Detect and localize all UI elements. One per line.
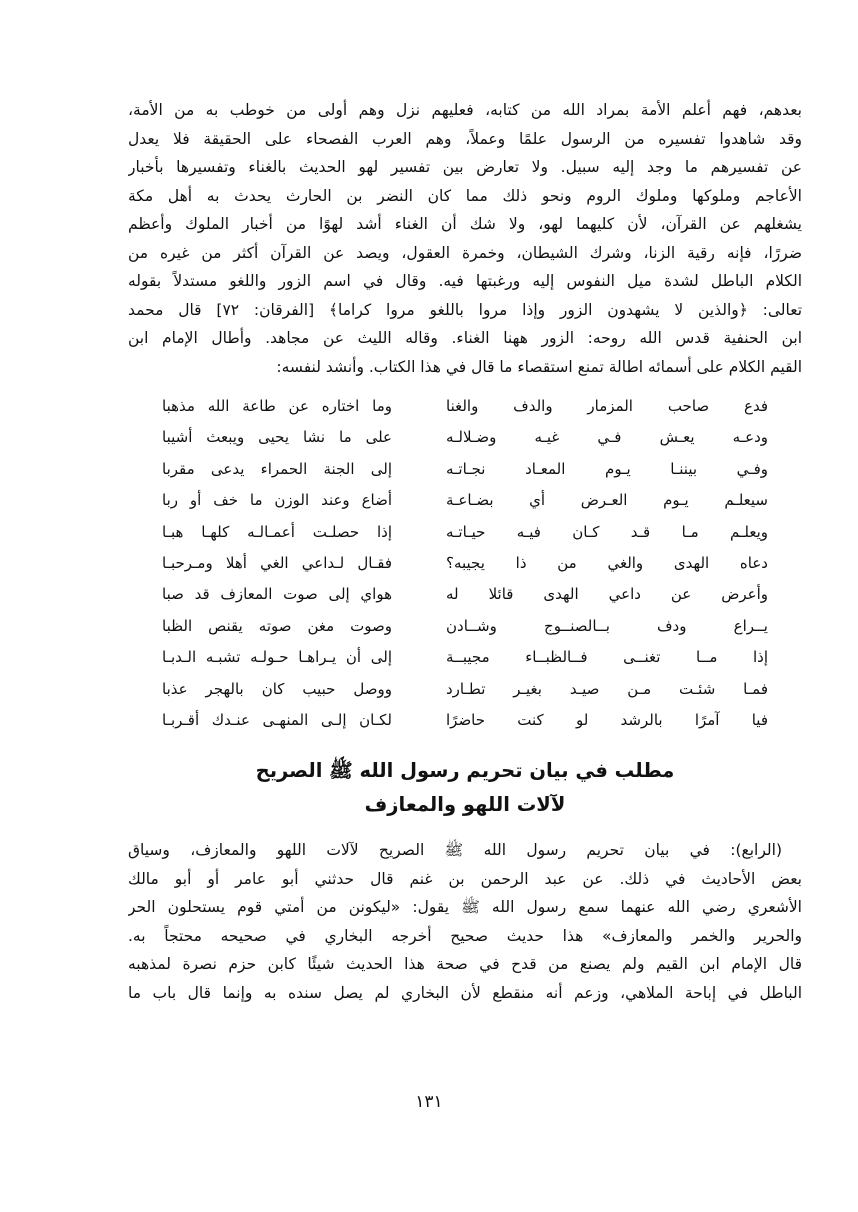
hemistich-second: ووصل حبيب كان بالهجر عذبا <box>162 679 392 698</box>
hemistich-first: فمـا شئـت مـن صيـد بغيـر تطـارد <box>446 679 768 698</box>
hemistich-first: إذا مــا تغنــى فــالظبــاء مجيبــة <box>446 648 768 667</box>
text-line: تعالى: ﴿والذين لا يشهدون الزور وإذا مروا باللغو مروا كراما﴾ [الفرقان: ٧٢] قال محمد <box>128 300 802 319</box>
hemistich-second: هواي إلى صوت المعازف قد صبا <box>162 585 392 604</box>
heading-line-2: لآلات اللهو والمعازف <box>364 793 566 817</box>
text-line: (الرابع): في بيان تحريم رسول الله ﷺ الصريح لآلات اللهو والمعازف، وسياق <box>128 841 782 860</box>
book-page <box>128 96 802 1007</box>
hemistich-second: على ما نشا يحيى ويبعث أشيبا <box>162 428 392 447</box>
hemistich-first: دعاه الهدى والغي من ذا يجيبه؟ <box>446 553 768 572</box>
paragraph-fourth <box>128 836 802 950</box>
hemistich-second: وصوت مغن صوته يقنص الظبا <box>162 616 392 635</box>
hemistich-second: فقـال لـداعي الغي أهلا ومـرحبـا <box>162 553 392 572</box>
hemistich-first: ودعـه يعـش فـي غيـه وضـلالـه <box>446 428 768 447</box>
poem-verse <box>128 517 802 548</box>
text-line: والحرير والخمر والمعازف» هذا حديث صحيح أخرجه البخاري في صحيحه محتجاً به. <box>128 926 802 945</box>
poem-verse <box>128 454 802 485</box>
hemistich-second: أضاع وعند الوزن ما خف أو ربا <box>162 491 392 510</box>
poem-verse <box>128 391 802 422</box>
text-line: القيم الكلام على أسمائه اطالة تمنع استقصاء ما قال في هذا الكتاب. وأنشد لنفسه: <box>276 357 802 376</box>
poem <box>128 391 802 736</box>
text-line: ابن الحنفية قدس الله روحه: الزور ههنا الغناء. وقاله الليث عن مجاهد. وأطال الإمام ابن <box>128 329 802 347</box>
poem-verse <box>128 642 802 673</box>
poem-verse <box>128 674 802 705</box>
text-line: بعض الأحاديث في ذلك. عن عبد الرحمن بن غنم قال حدثني أبو عامر أو أبو مالك <box>128 869 802 888</box>
text-line: الباطل في إباحة الملاهي، وزعم أنه منقطع لأن البخاري لم يصل سنده به وإنما قال باب ما <box>128 983 802 1002</box>
hemistich-first: فدع صاحب المزمار والدف والغنا <box>446 397 768 415</box>
hemistich-first: يــراع ودف بــالصنــوج وشــادن <box>446 616 768 635</box>
hemistich-first: وأعرض عن داعي الهدى قائلا له <box>446 585 768 604</box>
text-line: ضررًا، فإنه رقية الزنا، وشرك الشيطان، وخمرة العقول، ويصد عن القرآن أكثر من غيره من <box>128 243 802 262</box>
text-line: يشغلهم عن القرآن، لأن كليهما لهو، ولا شك أن الغناء أشد لهوًا من أخبار الملوك وأعظم <box>128 215 802 233</box>
poem-verse <box>128 548 802 579</box>
hemistich-second: لكـان إلـى المنهـى عنـدك أقـربـا <box>162 710 392 729</box>
hemistich-second: إلى الجنة الحمراء يدعى مقربا <box>162 459 392 478</box>
text-line: الأعاجم وملوكها وملوك الروم ونحو ذلك مما كان النضر بن الحارث يحدث به أهل مكة <box>128 186 802 205</box>
paragraph-intro <box>128 96 802 381</box>
paragraph-ibn-qayyim <box>128 950 802 1007</box>
text-line: قال الإمام ابن القيم ولم يصنع من قدح في صحة هذا الحديث شيئًا كابن حزم نصرة لمذهبه <box>128 955 802 974</box>
poem-verse <box>128 705 802 736</box>
heading-line-1: مطلب في بيان تحريم رسول الله ﷺ الصريح <box>255 759 675 783</box>
hemistich-second: إذا حصلـت أعمـالـه كلهـا هبـا <box>162 522 392 541</box>
text-line: وقد شاهدوا تفسيره من الرسول علمًا وعملاً، وهم العرب الفصحاء على الحقيقة فلا يعدل <box>128 129 802 148</box>
hemistich-first: وفـي بيننـا يـوم المعـاد نجـاتـه <box>446 459 768 478</box>
hemistich-first: ويعلـم مـا قـد كـان فيـه حيـاتـه <box>446 522 768 541</box>
text-line: بعدهم، فهم أعلم الأمة بمراد الله من كتابه، فعليهم نزل وهم أولى من خوطب به من الأمة، <box>128 101 802 119</box>
poem-verse <box>128 579 802 610</box>
poem-verse <box>128 485 802 516</box>
text-line: الأشعري رضي الله عنهما سمع رسول الله ﷺ يقول: «ليكونن من أمتي قوم يستحلون الحر <box>128 898 802 917</box>
poem-verse <box>128 422 802 453</box>
text-line: عن تفسيرهم ما وجد إليه سبيل. ولا تعارض بين تفسير لهو الحديث بالغناء وتفسيرها بأخبار <box>128 158 802 176</box>
page-number: ١٣١ <box>415 1092 443 1112</box>
section-heading <box>128 754 802 822</box>
hemistich-first: سيعلـم يـوم العـرض أي بضـاعـة <box>446 491 768 510</box>
hemistich-first: فيا آمرًا بالرشد لو كنت حاضرًا <box>446 710 768 729</box>
poem-verse <box>128 611 802 642</box>
hemistich-second: إلى أن يـراهـا حـولـه تشبـه الـدبـا <box>162 648 392 667</box>
text-line: الكلام الباطل لشدة ميل النفوس إليه ورغبتها فيه. وقال في اسم الزور واللغو مستدلاً بقوله <box>128 272 802 290</box>
hemistich-second: وما اختاره عن طاعة الله مذهبا <box>162 397 392 415</box>
